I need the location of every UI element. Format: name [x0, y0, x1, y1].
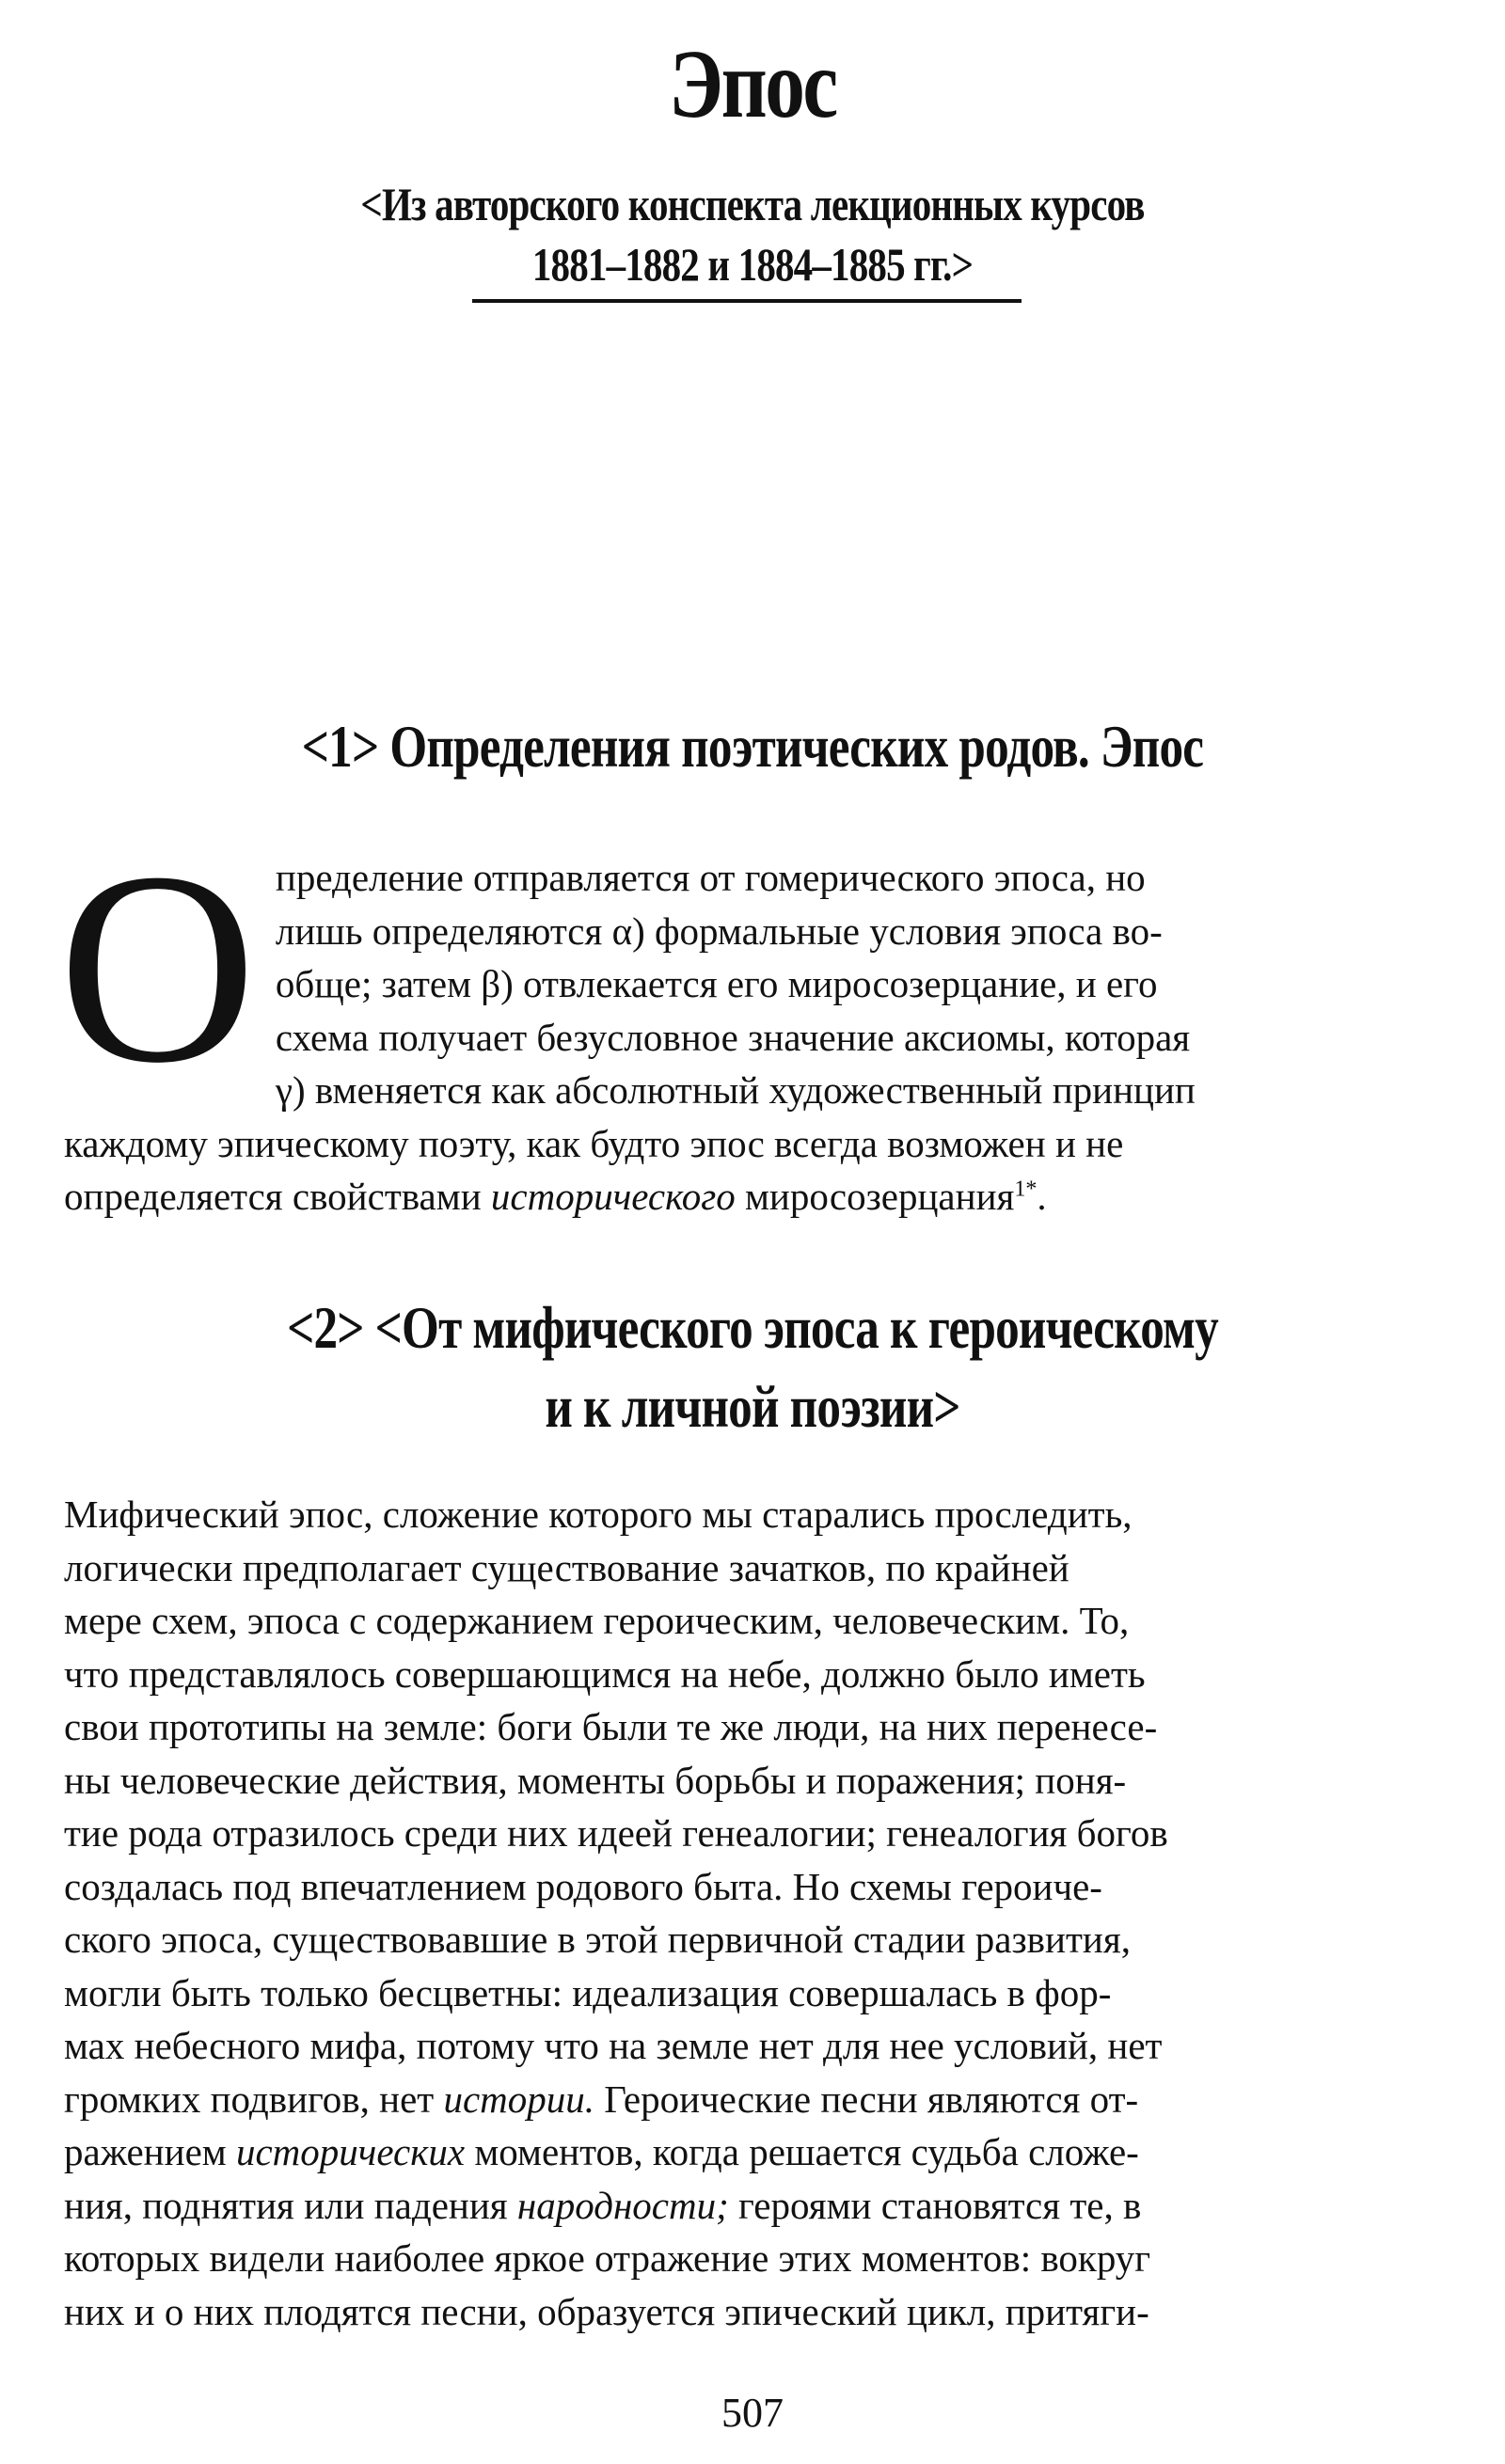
- text-run: .: [1037, 1175, 1047, 1218]
- paragraph-line: ского эпоса, существовавшие в этой первичной стадии развития,: [64, 1918, 1131, 1961]
- text-run: моментов, когда решается судьба сложе-: [465, 2130, 1139, 2173]
- italic-text: исторического: [490, 1175, 736, 1218]
- text-run: громких подвигов, нет: [64, 2077, 444, 2121]
- subtitle: [135, 174, 1370, 294]
- paragraph-line: них и о них плодятся песни, образуется эпический цикл, притяги-: [64, 2289, 1149, 2333]
- section-2-heading-line-1: <2> <От мифического эпоса к героическому: [287, 1294, 1218, 1361]
- paragraph-line: которых видели наиболее яркое отражение этих моментов: вокруг: [64, 2236, 1151, 2280]
- subtitle-underline: [472, 299, 1022, 303]
- paragraph-line: каждому эпическому поэту, как будто эпос всегда возможен и не: [64, 1121, 1124, 1165]
- text-run: героями становятся те, в: [728, 2183, 1142, 2227]
- paragraph-line: [64, 2179, 1443, 2233]
- text-run: ния, поднятия или падения: [64, 2183, 517, 2227]
- text-run: определяется свойствами: [64, 1175, 491, 1218]
- section-1-heading: <1> Определения поэтических родов. Эпос: [301, 713, 1204, 780]
- paragraph-line: мах небесного мифа, потому что на земле нет для нее условий, нет: [64, 2024, 1163, 2067]
- italic-text: истории.: [443, 2077, 595, 2121]
- paragraph-line: схема получает безусловное значение аксиомы, которая: [275, 1015, 1191, 1059]
- paragraph-line-last: [64, 1170, 1443, 1224]
- section-1-paragraph: [58, 816, 1443, 1224]
- paragraph-line: создалась под впечатлением родового быта. Но схемы героиче-: [64, 1864, 1102, 1908]
- italic-text: исторических: [235, 2130, 466, 2173]
- section-2-heading: [150, 1288, 1354, 1446]
- footnote-mark[interactable]: 1*: [1014, 1177, 1038, 1202]
- section-2-paragraph: [64, 1488, 1443, 2338]
- text-run: Героические песни являются от-: [594, 2077, 1139, 2121]
- paragraph-line: пределение отправляется от гомерического эпоса, но: [275, 856, 1146, 899]
- paragraph-line: свои прототипы на земле: боги были те же люди, на них перенесе-: [64, 1705, 1158, 1748]
- italic-text: народности;: [516, 2183, 729, 2227]
- paragraph-line: лишь определяются α) формальные условия эпоса во-: [275, 908, 1163, 953]
- paragraph-line: [64, 2125, 1443, 2179]
- section-2-heading-line-2: и к личной поэзии>: [545, 1373, 960, 1440]
- paragraph-line: [64, 2073, 1443, 2126]
- paragraph-line: могли быть только бесцветны: идеализация совершалась в фор-: [64, 1970, 1112, 2014]
- page-title: Эпос: [669, 30, 836, 138]
- paragraph-line: тие рода отразилось среди них идеей генеалогии; генеалогия богов: [64, 1811, 1168, 1855]
- paragraph-line: логически предполагает существование зачатков, по крайней: [64, 1545, 1069, 1589]
- subtitle-line-1: <Из авторского конспекта лекционных курсов: [360, 178, 1145, 230]
- paragraph-line: Мифический эпос, сложение которого мы старались проследить,: [64, 1493, 1133, 1536]
- paragraph-line: обще; затем β) отвлекается его миросозерцание, и его: [275, 962, 1158, 1005]
- paragraph-line: мере схем, эпоса с содержанием героическим, человеческим. То,: [64, 1599, 1130, 1642]
- page-number: 507: [721, 2390, 784, 2436]
- text-run: миросозерцания: [735, 1175, 1015, 1218]
- paragraph-line: что представлялось совершающимся на небе, должно было иметь: [64, 1651, 1146, 1696]
- paragraph-line: γ) вменяется как абсолютный художественный принцип: [275, 1068, 1196, 1112]
- subtitle-line-2: 1881–1882 и 1884–1885 гг.>: [531, 238, 974, 291]
- paragraph-line: ны человеческие действия, моменты борьбы и поражения; поня-: [64, 1758, 1127, 1802]
- text-run: ражением: [64, 2130, 236, 2173]
- drop-cap: О: [58, 816, 257, 1120]
